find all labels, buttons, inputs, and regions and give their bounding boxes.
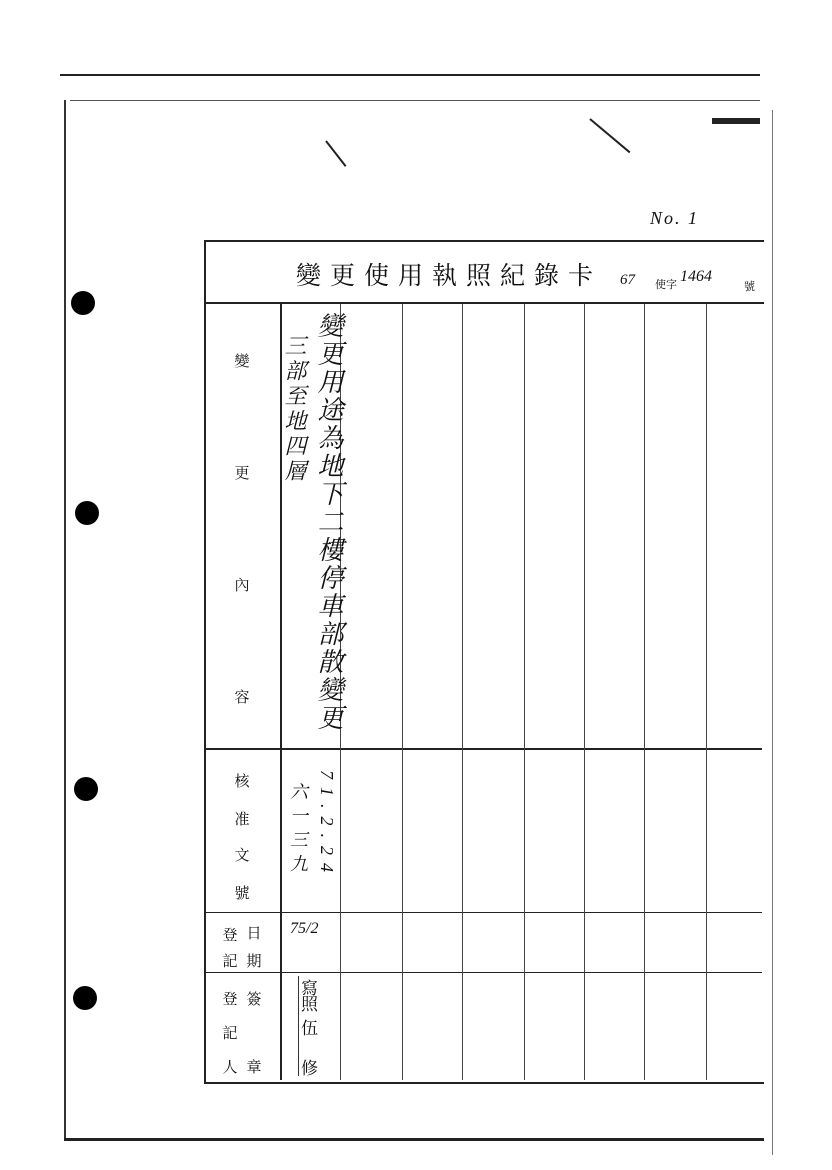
handwritten-change-text-2: 三部至地四層 bbox=[281, 334, 306, 484]
label-date-1: 登 bbox=[222, 926, 238, 944]
binder-hole bbox=[71, 291, 95, 315]
permit-number: 1464 bbox=[680, 268, 712, 285]
title-row bbox=[206, 242, 764, 304]
handwritten-register-date: 75/2 bbox=[290, 920, 319, 937]
binder-hole bbox=[74, 777, 98, 801]
record-card bbox=[204, 240, 764, 1084]
page-edge-top-inner bbox=[70, 100, 760, 101]
page-edge-right bbox=[772, 110, 773, 1155]
permit-word: 使字 bbox=[655, 278, 677, 291]
scan-mark bbox=[589, 118, 630, 153]
label-seal-1: 登 bbox=[222, 990, 238, 1008]
column-line bbox=[462, 304, 463, 1080]
scan-mark bbox=[712, 118, 760, 124]
divider-date bbox=[206, 912, 762, 913]
registrar-seal-stamp bbox=[298, 976, 318, 1079]
label-seal-5: 章 bbox=[246, 1058, 262, 1076]
page-edge-bottom bbox=[64, 1138, 764, 1141]
seal-char-3: 伍 bbox=[301, 1019, 318, 1039]
label-approval-2: 准 bbox=[234, 810, 250, 828]
label-change-3: 內 bbox=[234, 576, 250, 594]
label-seal-2: 記 bbox=[222, 1024, 238, 1042]
handwritten-change-text: 變更用途為地下二樓停車部散變更 bbox=[313, 312, 343, 732]
card-title: 變更使用執照紀錄卡 bbox=[296, 261, 603, 290]
card-number bbox=[650, 208, 699, 229]
label-approval-1: 核 bbox=[234, 772, 250, 790]
label-seal-3: 人 bbox=[222, 1058, 238, 1076]
column-line bbox=[584, 304, 585, 1080]
label-date-4: 期 bbox=[246, 952, 262, 970]
divider-approval bbox=[206, 748, 762, 750]
column-line bbox=[524, 304, 525, 1080]
seal-char-2: 照 bbox=[301, 995, 318, 1015]
card-number-label: No. bbox=[650, 208, 682, 228]
label-approval-4: 號 bbox=[234, 884, 250, 902]
handwritten-approval-no: 六一三九 bbox=[287, 782, 308, 878]
column-line bbox=[644, 304, 645, 1080]
label-change-4: 容 bbox=[234, 688, 250, 706]
label-seal-4: 簽 bbox=[246, 990, 262, 1008]
seal-char-1: 寫 bbox=[301, 979, 318, 999]
label-date-3: 日 bbox=[246, 924, 262, 942]
permit-year: 67 bbox=[620, 272, 635, 288]
seal-char-4: 修 bbox=[301, 1059, 318, 1079]
label-approval-3: 文 bbox=[234, 846, 250, 864]
scan-mark bbox=[325, 140, 346, 166]
column-line bbox=[402, 304, 403, 1080]
label-change-1: 變 bbox=[234, 352, 250, 370]
divider-seal bbox=[206, 972, 762, 973]
card-number-value: 1 bbox=[688, 208, 700, 228]
page-edge-top bbox=[60, 74, 760, 76]
binder-hole bbox=[75, 501, 99, 525]
label-date-2: 記 bbox=[222, 952, 238, 970]
handwritten-approval-date: 71.2.24 bbox=[317, 770, 337, 880]
page-edge-left bbox=[64, 100, 66, 1140]
label-change-2: 更 bbox=[234, 464, 250, 482]
permit-suffix: 號 bbox=[744, 280, 755, 293]
column-line bbox=[706, 304, 707, 1080]
binder-hole bbox=[73, 986, 97, 1010]
